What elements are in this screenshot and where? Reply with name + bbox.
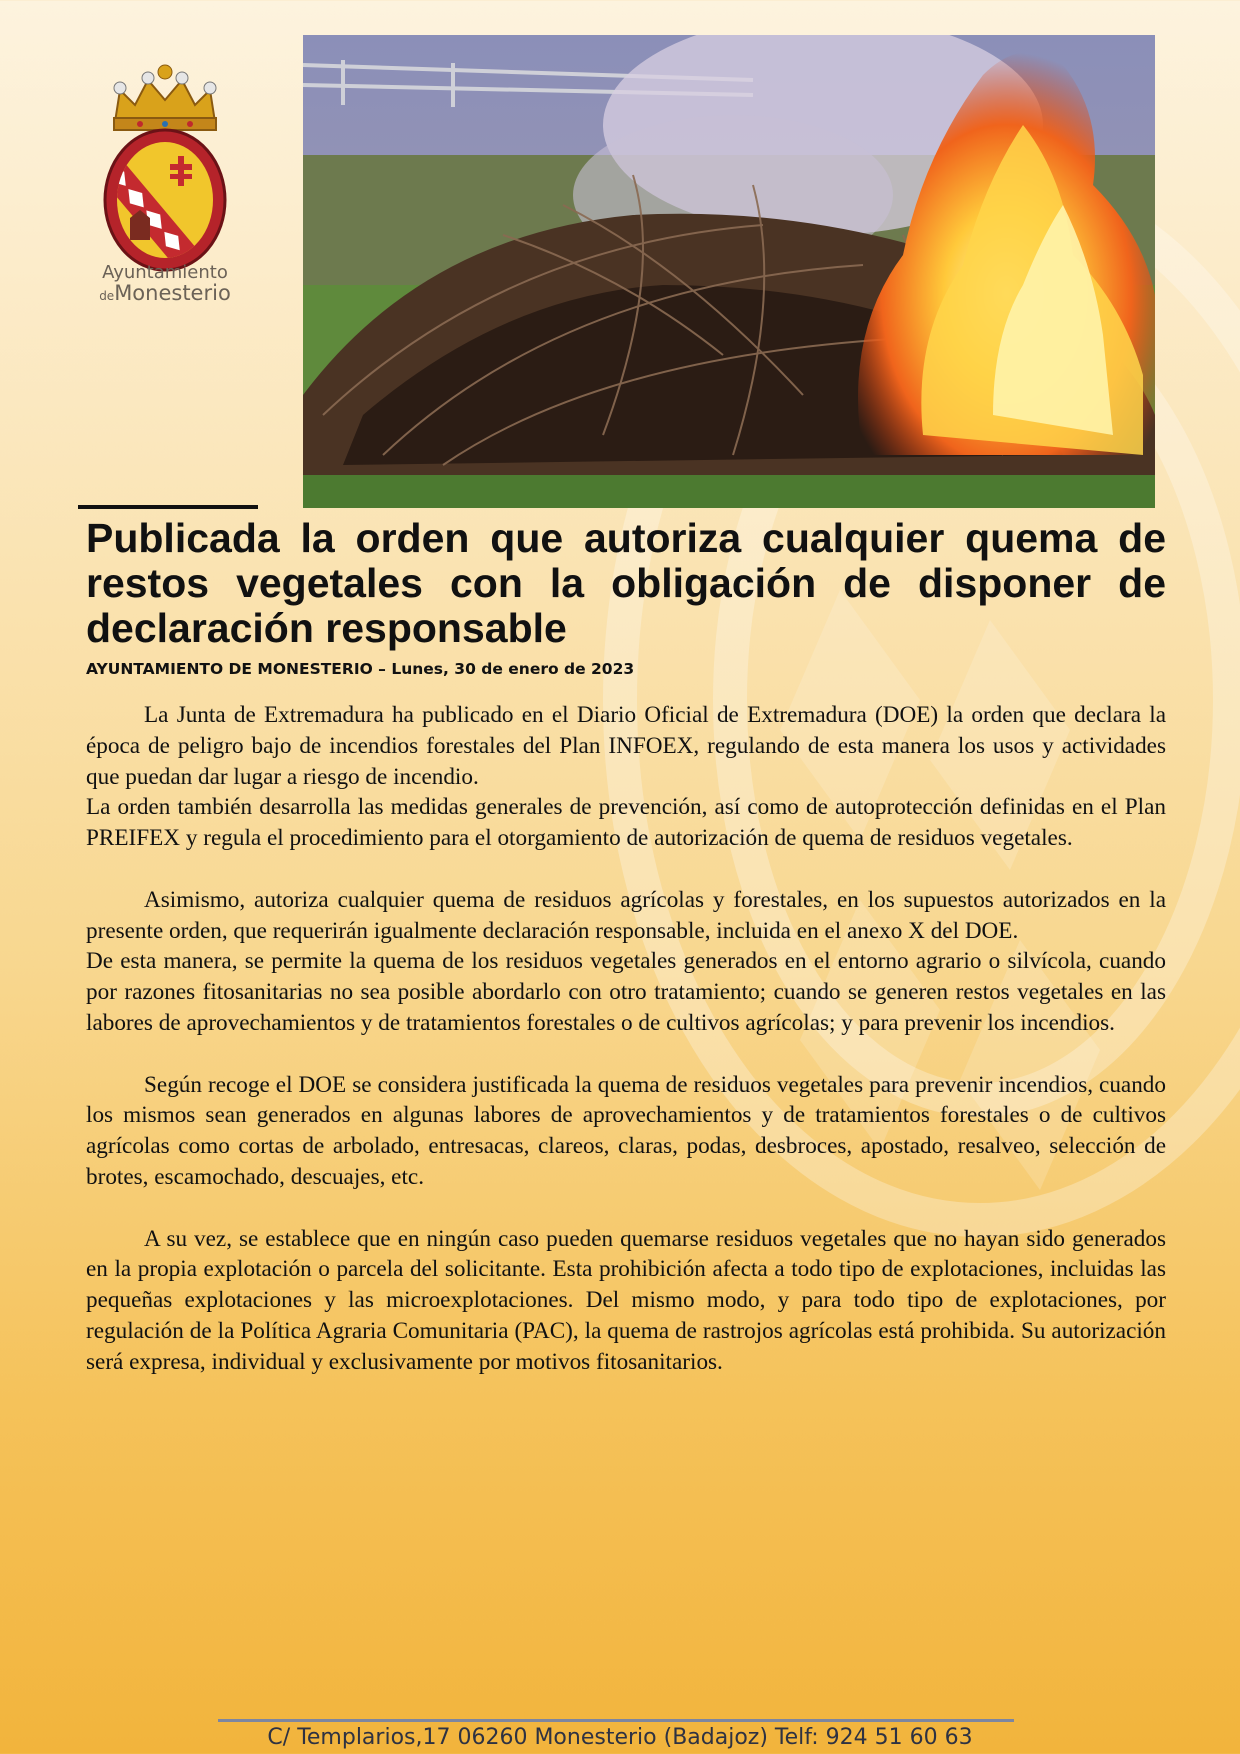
article-paragraph: La orden también desarrolla las medidas generales de prevención, así como de autoprotección definidas en el Plan PREIFEX y regula el procedimiento para el otorgamiento de autorización de quema de residuos vegetales. bbox=[86, 794, 1166, 852]
paragraph-gap bbox=[86, 854, 1166, 885]
logo-caption-line1: Ayuntamiento bbox=[102, 262, 228, 283]
paragraph-gap bbox=[86, 1039, 1166, 1070]
logo-caption-name: Monesterio bbox=[114, 281, 231, 305]
article-paragraph: A su vez, se establece que en ningún caso pueden quemarse residuos vegetales que no hayan sido generados en la propia explotación o parcela del solicitante. Esta prohibición afecta a todo tipo de explotaciones, incluidas las pequeñas explotaciones y las microexplotaciones. Del mismo modo, y para todo tipo de explotaciones, por regulación de la Política Agraria Comunitaria (PAC), la quema de rastrojos agrícolas está prohibida. Su autorización será expresa, individual y exclusivamente por motivos fitosanitarios. bbox=[86, 1225, 1166, 1375]
footer-address: C/ Templarios,17 06260 Monesterio (Badajoz) Telf: 924 51 60 63 bbox=[267, 1725, 973, 1750]
article-paragraph: Según recoge el DOE se considera justificada la quema de residuos vegetales para prevenir incendios, cuando los mismos sean generados en algunas labores de aprovechamientos y de tratamientos forestales o de cultivos agrícolas como cortas de arbolado, entresacas, clareos, claras, podas, desbroces, apostado, resalveo, selección de brotes, escamochado, descuajes, etc. bbox=[86, 1071, 1166, 1190]
article-body bbox=[86, 700, 1166, 1378]
paragraph-gap bbox=[86, 1193, 1166, 1224]
footer-rule bbox=[218, 1719, 1014, 1722]
logo-caption-line2 bbox=[70, 283, 260, 307]
headline-rule bbox=[78, 505, 258, 509]
bonfire-photo-illustration bbox=[303, 35, 1155, 508]
article-paragraph: De esta manera, se permite la quema de los residuos vegetales generados en el entorno agrario o silvícola, cuando por razones fitosanitarias no sea posible abordarlo con otro tratamiento; cuando se generen restos vegetales en las labores de aprovechamientos y de tratamientos forestales o de cultivos agrícolas; y para prevenir los incendios. bbox=[86, 948, 1166, 1036]
article-paragraph: La Junta de Extremadura ha publicado en el Diario Oficial de Extremadura (DOE) la orden que declara la época de peligro bajo de incendios forestales del Plan INFOEX, regulando de esta manera los usos y actividades que puedan dar lugar a riesgo de incendio. bbox=[86, 702, 1166, 790]
logo-caption-prefix: de bbox=[99, 289, 115, 303]
logo-caption bbox=[70, 262, 260, 307]
article-date: Lunes, 30 de enero de 2023 bbox=[391, 660, 635, 678]
article-byline: AYUNTAMIENTO DE MONESTERIO – Lunes, 30 de enero de 2023 bbox=[86, 660, 635, 678]
article-source: AYUNTAMIENTO DE MONESTERIO bbox=[86, 660, 373, 678]
article-paragraph: Asimismo, autoriza cualquier quema de residuos agrícolas y forestales, en los supuestos autorizados en la presente orden, que requerirán igualmente declaración responsable, incluida en el anexo X del DOE. bbox=[86, 886, 1166, 944]
article-headline: Publicada la orden que autoriza cualquier quema de restos vegetales con la obligación de disponer de declaración responsable bbox=[86, 515, 1166, 651]
bonfire-photo bbox=[303, 35, 1155, 508]
